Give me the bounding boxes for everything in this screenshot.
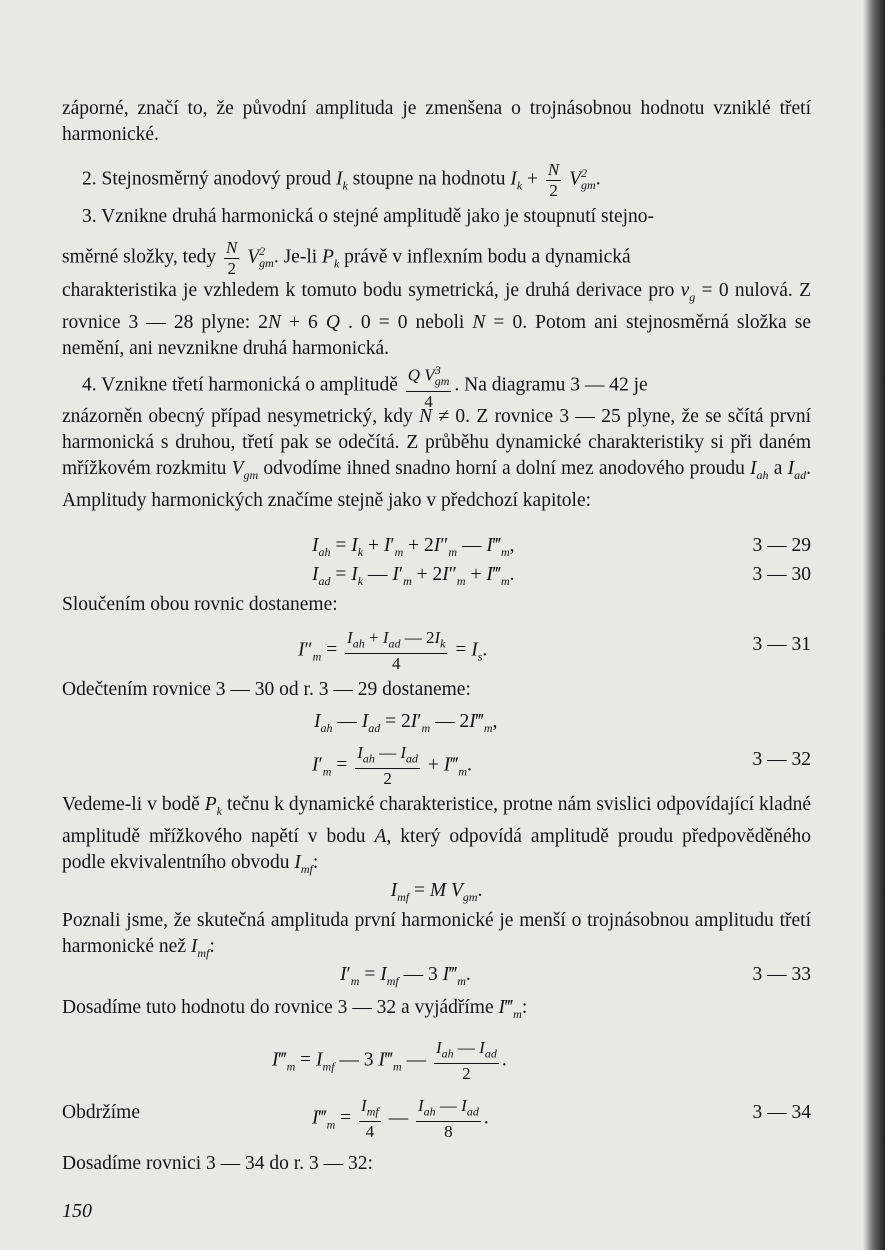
equation-number: 3 — 32 bbox=[752, 749, 811, 770]
paragraph-4-body: znázorněn obecný případ nesymetrický, kdy N ≠ 0. Z rovnice 3 — 25 plyne, že se sčítá první harmonická s druhou, třetí pak se odečítá. Z průběhu dynamické charakteristiky si při daném mřížkovém rozkmitu $V_{gm}$ odvodíme ihned snadno horní a dolní mez anodového proudu $I_{ah}$ a $I_{ad}$. Amplitudy harmonických značíme stejně jako v předchozí kapitole: bbox=[62, 406, 812, 511]
paragraph-2: 2. Stejnosměrný anodový proud $I_k$ stoupne na hodnotu $I_k$ + $\frac{N}{2}$ $V^2_{gm}$. bbox=[82, 159, 601, 200]
equation-3-30: $I_{ad} = I_k$ — $I'_m + 2I''_m$ + $I‴_m$. 3 — 30 bbox=[62, 558, 811, 592]
book-page bbox=[62, 0, 811, 1250]
equation-3-33: $I'_m = I_{mf}$ — 3 $I‴_m$. 3 — 33 bbox=[62, 958, 811, 992]
paragraph-3-line-2: směrné složky, tedy $\frac{N}{2}$ $V^2_{gm}$. Je-li $P_k$ právě v inflexním bodu a dynamická bbox=[62, 237, 631, 278]
equation-difference: $I_{ah}$ — $I_{ad} = 2I'_m$ — $2I‴_m$, bbox=[314, 711, 498, 735]
paragraph-3-line-1: 3. Vznikne druhá harmonická o stejné amplitudě jako je stoupnutí stejno- bbox=[82, 206, 655, 227]
paragraph-1: záporné, značí to, že původní amplituda je zmenšena o trojnásobnou hodnotu vzniklé třetí harmonické. bbox=[62, 98, 811, 145]
paragraph-5: Sloučením obou rovnic dostaneme: bbox=[62, 594, 338, 615]
equation-number: 3 — 30 bbox=[752, 564, 811, 585]
equation-3-32: $I'_m$ = $\frac{I_{ah} — I_{ad}}{2}$ + $I‴_m$. 3 — 32 bbox=[312, 743, 811, 789]
equation-imf: $I_{mf} = M$ $V_{gm}$. bbox=[390, 880, 483, 904]
equation-substitution: $I‴_m = I_{mf}$ — 3 $I‴_m$ — $\frac{I_{ah} — I_{ad}}{2}$ . bbox=[272, 1038, 507, 1084]
page-number: 150 bbox=[62, 1200, 92, 1222]
paragraph-10: Obdržíme bbox=[62, 1102, 140, 1123]
paragraph-9: Dosadíme tuto hodnotu do rovnice 3 — 32 a vyjádříme $I‴_m$: bbox=[62, 997, 528, 1021]
paragraph-8: Poznali jsme, že skutečná amplituda první harmonické je menší o trojnásobnou amplitudu třetí harmonické než $I_{mf}$: bbox=[62, 910, 811, 960]
equation-number: 3 — 29 bbox=[752, 535, 811, 556]
paragraph-11: Dosadíme rovnici 3 — 34 do r. 3 — 32: bbox=[62, 1153, 373, 1174]
paragraph-3-body: charakteristika je vzhledem k tomuto bodu symetrická, je druhá derivace pro $v_g = 0$ nulová. Z rovnice 3 — 28 plyne: 2N + 6 Q . 0 = 0 neboli N = 0. Potom ani stejnosměrná složka se nemění, ani nevznikne druhá harmonická. bbox=[62, 280, 812, 359]
equation-number: 3 — 31 bbox=[752, 634, 811, 655]
paragraph-4-line-1: 4. Vznikne třetí harmonická o amplitudě $\frac{Q V^3_{gm}}{4}$ . Na diagramu 3 — 42 je bbox=[62, 360, 811, 394]
equation-number: 3 — 33 bbox=[752, 964, 811, 985]
equation-number: 3 — 34 bbox=[752, 1102, 811, 1123]
equation-3-31: $I''_m$ = $\frac{I_{ah} + I_{ad} — 2I_k}{4}$ = $I_s$. 3 — 31 bbox=[298, 628, 811, 674]
paragraph-6: Odečtením rovnice 3 — 30 od r. 3 — 29 dostaneme: bbox=[62, 679, 471, 700]
paragraph-7: Vedeme-li v bodě $P_k$ tečnu k dynamické charakteristice, protne nám svislici odpovídající kladné amplitudě mřížkového napětí v bodu A, který odpovídá amplitudě proudu předpověděného podle ekvivalentního obvodu $I_{mf}$: bbox=[62, 794, 812, 876]
equation-3-29: $I_{ah} = I_k + I'_m + 2I''_m$ — $I‴_m$, 3 — 29 bbox=[62, 529, 811, 563]
equation-3-34: Obdržíme $I‴_m$ = $\frac{I_{mf}}{4}$ — $\frac{I_{ah} — I_{ad}}{8}$ . 3 — 34 bbox=[62, 1096, 811, 1142]
page-edge-shadow bbox=[863, 0, 885, 1250]
